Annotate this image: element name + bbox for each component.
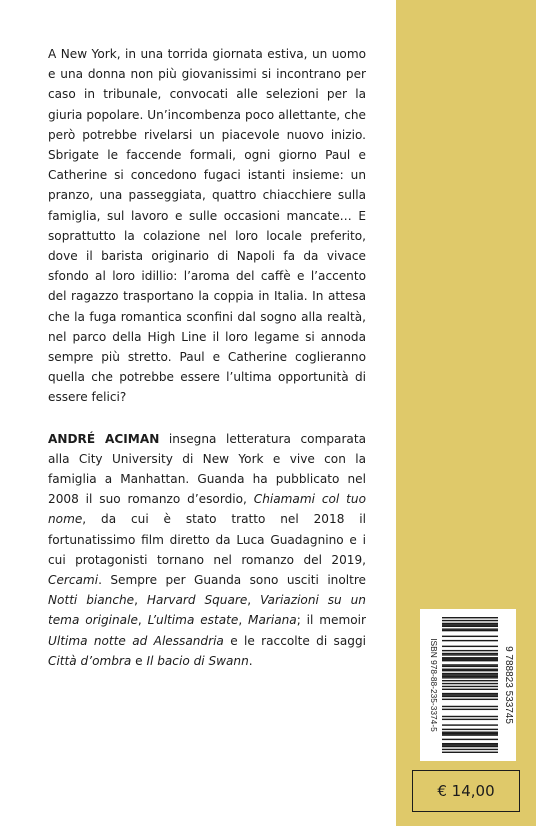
barcode-bar xyxy=(442,680,498,681)
price-label: € 14,00 xyxy=(437,782,495,800)
book-title: Città d’ombra xyxy=(48,653,132,668)
barcode-bar xyxy=(442,732,498,733)
barcode-bar xyxy=(442,752,498,753)
barcode-graphic xyxy=(420,609,516,761)
author-name: ANDRÉ ACIMAN xyxy=(48,431,160,446)
barcode-bar xyxy=(442,664,498,665)
barcode-bar xyxy=(442,749,498,750)
barcode-bar xyxy=(442,696,498,697)
barcode-bar xyxy=(442,694,498,695)
barcode-bar xyxy=(442,709,498,710)
barcode-bar xyxy=(442,654,498,655)
barcode-bar xyxy=(442,706,498,707)
book-title: Chiamami col tuo nome xyxy=(48,492,366,527)
back-cover-text xyxy=(48,44,366,671)
price-box xyxy=(412,770,520,812)
barcode-bar xyxy=(442,624,498,625)
barcode-bars xyxy=(442,617,498,753)
book-title: Cercami xyxy=(48,573,99,588)
barcode-bar xyxy=(442,739,498,740)
barcode-bar xyxy=(442,623,498,624)
book-title: Harvard Square xyxy=(146,593,248,608)
book-title: Variazioni su un tema originale xyxy=(48,593,366,628)
barcode-bar xyxy=(442,724,498,725)
isbn-label: ISBN 978-88-235-3374-5 xyxy=(429,638,439,732)
barcode-bar xyxy=(442,744,498,745)
barcode-bar xyxy=(442,617,498,618)
barcode-bar xyxy=(442,640,498,641)
barcode-bar xyxy=(442,646,498,647)
author-bio-paragraph: ANDRÉ ACIMAN insegna letteratura comparata alla City University di New York e vive con la famiglia a Manhattan. Guanda ha pubblicato nel 2008 il suo romanzo d’esordio, Chiamami col tuo nome, da cui è stato tratto nel 2018 il fortunatissimo film diretto da Luca Guadagnino e i cui protagonisti tornano nel romanzo del 2019, Cercami. Sempre per Guanda sono usciti inoltre Notti bianche, Harvard Square, Variazioni su un tema originale, L’ultima estate, Mariana; il memoir Ultima notte ad Alessandria e le raccolte di saggi Città d’ombra e Il bacio di Swann. xyxy=(48,431,366,668)
book-title: Mariana xyxy=(248,613,297,628)
book-title: Ultima notte ad Alessandria xyxy=(48,633,224,648)
barcode-bar xyxy=(442,650,498,651)
barcode-bar xyxy=(442,733,498,734)
book-title: L’ultima estate xyxy=(147,613,239,628)
barcode-bar xyxy=(442,746,498,747)
barcode-bar xyxy=(442,620,498,621)
barcode-bar xyxy=(442,653,498,654)
barcode-bar xyxy=(442,734,498,735)
barcode-bar xyxy=(442,719,498,720)
barcode-bar xyxy=(442,673,498,674)
barcode-bar xyxy=(442,626,498,627)
barcode-bar xyxy=(442,674,498,675)
barcode-number: 9 788823 533745 xyxy=(503,646,514,724)
barcode-bar xyxy=(442,630,498,631)
book-title: Il bacio di Swann xyxy=(146,653,249,668)
barcode-bar xyxy=(442,677,498,678)
barcode-bar xyxy=(442,743,498,744)
book-title: Notti bianche xyxy=(48,593,135,608)
synopsis-paragraph: A New York, in una torrida giornata estiva, un uomo e una donna non più giovanissimi si incontrano per caso in tribunale, convocati alle selezioni per la giuria popolare. Un’incombenza poco allettante, che però potrebbe rivelarsi un piacevole nuovo inizio. Sbrigate le faccende formali, ogni giorno Paul e Catherine si concedono fugaci istanti insieme: un pranzo, una passeggiata, quattro chiacchiere sulla famiglia, sul lavoro e sulle occasioni mancate… E soprattutto la colazione nel loro locale preferito, dove il barista originario di Napoli fa da vivace sfondo al loro idillio: l’aroma del caffè e l’accento del ragazzo trasportano la coppia in Italia. In attesa che la fuga romantica sconfini dal sogno alla realtà, nel parco della High Line il loro legame si annoda sempre più stretto. Paul e Catherine coglieranno quella che potrebbe essere l’ultima opportunità di essere felici? xyxy=(48,47,366,405)
barcode-bar xyxy=(442,716,498,717)
barcode-bar xyxy=(442,676,498,677)
barcode-bar xyxy=(442,628,498,629)
barcode-bar xyxy=(442,699,498,700)
isbn-barcode xyxy=(420,609,516,761)
barcode-bar xyxy=(442,657,498,658)
barcode-bar xyxy=(442,683,498,684)
barcode-bar xyxy=(442,693,498,694)
barcode-bar xyxy=(442,686,498,687)
barcode-bar xyxy=(442,689,498,690)
barcode-bar xyxy=(442,636,498,637)
barcode-bar xyxy=(442,660,498,661)
barcode-bar xyxy=(442,669,498,670)
barcode-bar xyxy=(442,670,498,671)
barcode-bar xyxy=(442,659,498,660)
barcode-bar xyxy=(442,666,498,667)
barcode-bar xyxy=(442,729,498,730)
